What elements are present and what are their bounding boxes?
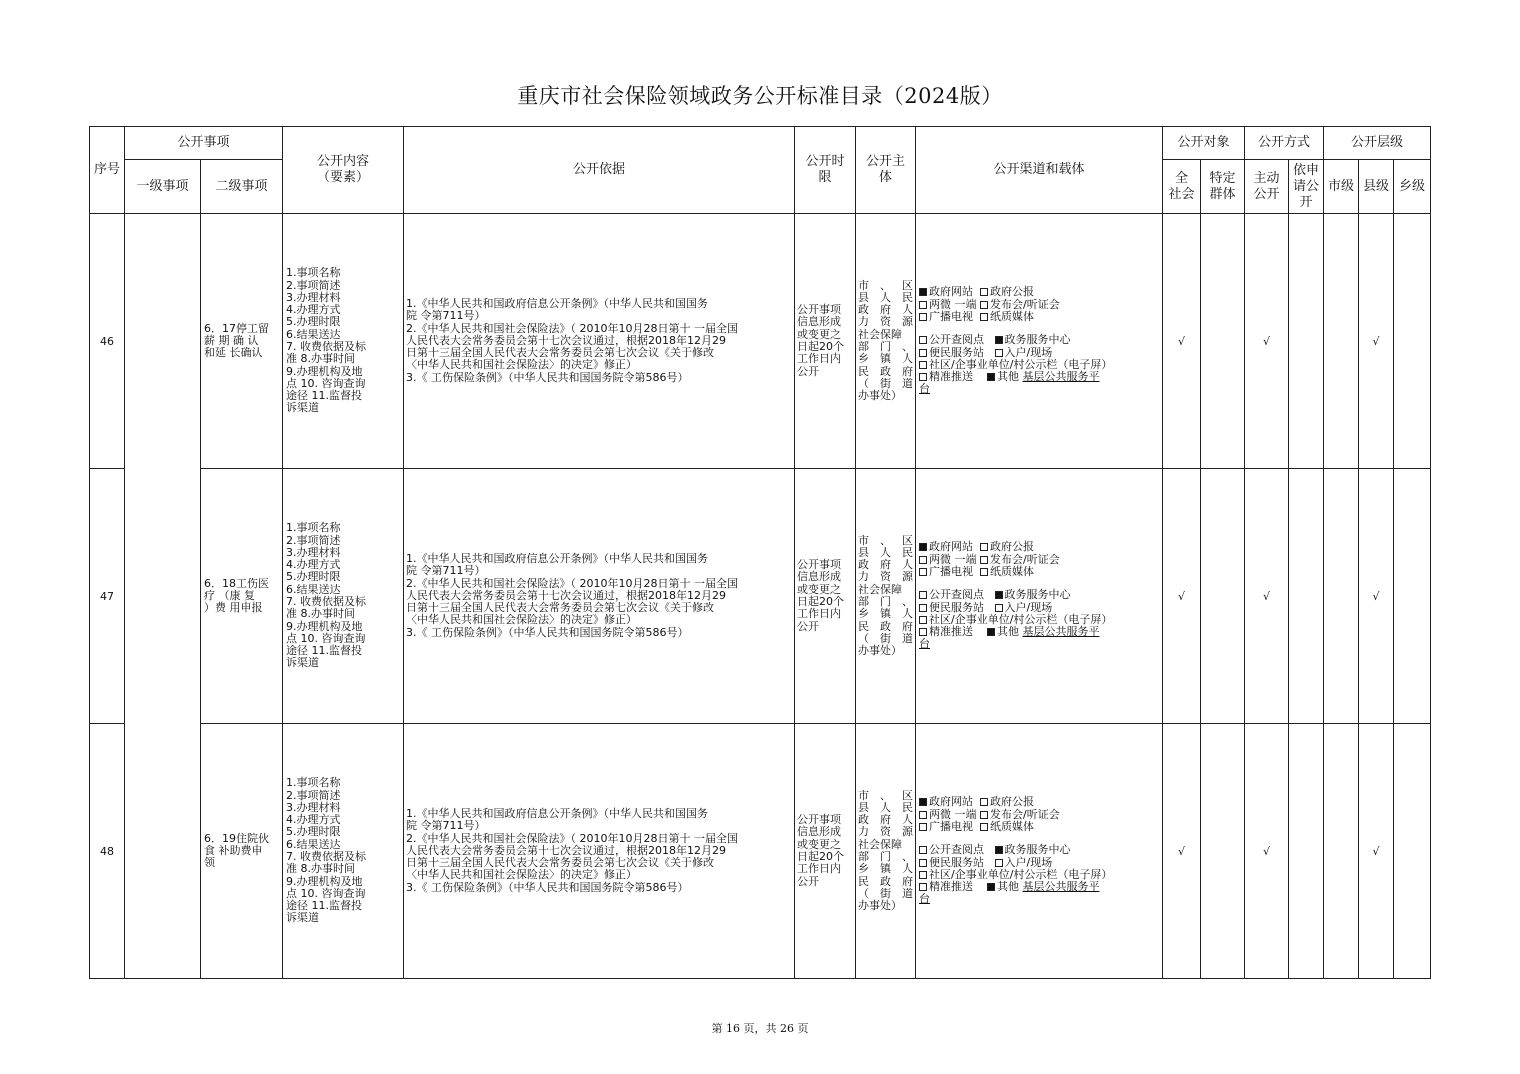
checkbox-checked-icon xyxy=(995,846,1003,854)
channel-other-value-cont: 台 xyxy=(919,637,931,651)
checkbox-checked-icon xyxy=(995,336,1003,344)
checkbox-empty-icon xyxy=(980,823,988,831)
row-level-town xyxy=(1394,469,1431,724)
checkbox-empty-icon xyxy=(995,349,1003,357)
subject-line: 乡 镇 人 xyxy=(858,352,914,366)
channel-press: 发布会/听证会 xyxy=(990,552,1060,566)
row-method-request xyxy=(1289,469,1324,724)
channel-gov-gazette: 政府公报 xyxy=(990,795,1035,809)
checkbox-empty-icon xyxy=(995,859,1003,867)
checkbox-empty-icon xyxy=(980,543,988,551)
subject-line: 县 人 民 xyxy=(858,545,914,559)
catalog-table xyxy=(89,126,1431,979)
subject-line: 乡 镇 人 xyxy=(858,607,914,621)
subject-line: 力 资 源 xyxy=(858,825,914,839)
checkbox-empty-icon xyxy=(919,811,927,819)
subject-line: 市 、 区 xyxy=(858,533,914,547)
checkbox-empty-icon xyxy=(919,591,927,599)
header-subject: 公开主 体 xyxy=(856,127,916,214)
header-target-specific: 特定 群体 xyxy=(1201,160,1245,214)
row-method-request xyxy=(1289,724,1324,979)
subject-line: 市 、 区 xyxy=(858,278,914,292)
channel-household: 入户/现场 xyxy=(1004,855,1053,869)
page-footer: 第 16 页，共 26 页 xyxy=(711,1022,809,1035)
checkbox-empty-icon xyxy=(919,301,927,309)
row-time-limit: 公开事项 信息形成 或变更之 日起20个 工作日内 公开 xyxy=(795,469,856,724)
row-level2-item: 6．17停工留 薪 期 确 认 和延 长确认 xyxy=(201,214,283,469)
table-row xyxy=(90,724,1431,979)
checkbox-empty-icon xyxy=(919,859,927,867)
row-target-specific xyxy=(1201,214,1245,469)
subject-line: 政 府 人 xyxy=(858,303,914,317)
row-subject xyxy=(856,469,916,724)
subject-line: 部 门 、 xyxy=(858,340,914,353)
subject-line: 政 府 人 xyxy=(858,558,914,572)
channel-precise-push: 精准推送 xyxy=(929,625,974,639)
header-basis: 公开依据 xyxy=(404,127,795,214)
row-target-specific xyxy=(1201,724,1245,979)
checkbox-checked-icon xyxy=(995,591,1003,599)
row-level-city xyxy=(1324,469,1359,724)
subject-line: （ 街 道 xyxy=(858,631,914,645)
row-target-all: √ xyxy=(1163,469,1201,724)
channel-other-value: 基层公共服务平 xyxy=(1022,625,1100,639)
row-level-town xyxy=(1394,724,1431,979)
row-level-town xyxy=(1394,214,1431,469)
checkbox-checked-icon xyxy=(987,883,995,891)
row-level2-item: 6．19住院伙 食 补助费申 领 xyxy=(201,724,283,979)
row-basis: 1.《中华人民共和国政府信息公开条例》（中华人民共和国国务 院 令第711号） 2.《中华人民共和国社会保险法》（ 2010年10月28日第十 一届全国 人民代表大会常务委员会第十七次会议通过，根据2018年12月29 日第十三届全国人民代表大会常务委员会第七次会议《关于修改 〈中华人民共和国社会保险法〉的决定》修正） 3.《 工伤保险条例》（中华人民共和国国务院令第586号） xyxy=(404,469,795,724)
channel-community-board: 社区/企事业单位/村公示栏（电子屏） xyxy=(929,357,1113,371)
subject-line: 政 府 人 xyxy=(858,813,914,827)
row-channels xyxy=(916,469,1163,724)
channel-service-station: 便民服务站 xyxy=(929,600,985,614)
header-target-all: 全 社会 xyxy=(1163,160,1201,214)
subject-line: 部 门 、 xyxy=(858,595,914,608)
subject-line: 办事处） xyxy=(858,389,903,403)
row-subject xyxy=(856,724,916,979)
channel-household: 入户/现场 xyxy=(1004,345,1053,359)
channel-gov-website: 政府网站 xyxy=(929,285,974,299)
channel-gov-website: 政府网站 xyxy=(929,540,974,554)
channel-other: 其他 xyxy=(997,370,1020,384)
checkbox-empty-icon xyxy=(919,556,927,564)
subject-line: 民 政 府 xyxy=(858,364,914,378)
row-seq: 46 xyxy=(90,214,125,469)
header-level1: 一级事项 xyxy=(125,160,201,214)
row-level-county: √ xyxy=(1359,724,1394,979)
subject-line: （ 街 道 xyxy=(858,886,914,900)
checkbox-empty-icon xyxy=(919,604,927,612)
header-method-group: 公开方式 xyxy=(1245,127,1324,160)
row-seq: 47 xyxy=(90,469,125,724)
row-elements: 1.事项名称 2.事项简述 3.办理材料 4.办理方式 5.办理时限 6.结果送达 7. 收费依据及标 准 8.办事时间 9.办理机构及地 点 10. 咨询查询 途径 11.监督投 诉渠道 xyxy=(283,469,404,724)
row-method-active: √ xyxy=(1245,724,1289,979)
checkbox-empty-icon xyxy=(980,313,988,321)
checkbox-empty-icon xyxy=(919,823,927,831)
checkbox-empty-icon xyxy=(919,313,927,321)
checkbox-empty-icon xyxy=(919,349,927,357)
row-elements: 1.事项名称 2.事项简述 3.办理材料 4.办理方式 5.办理时限 6.结果送达 7. 收费依据及标 准 8.办事时间 9.办理机构及地 点 10. 咨询查询 途径 11.监督投 诉渠道 xyxy=(283,724,404,979)
channel-other-value-cont: 台 xyxy=(919,892,931,906)
row-time-limit: 公开事项 信息形成 或变更之 日起20个 工作日内 公开 xyxy=(795,724,856,979)
subject-line: 乡 镇 人 xyxy=(858,862,914,876)
checkbox-checked-icon xyxy=(919,288,927,296)
checkbox-empty-icon xyxy=(919,628,927,636)
page-title: 重庆市社会保险领域政务公开标准目录（2024版） xyxy=(517,84,1003,108)
subject-line: 县 人 民 xyxy=(858,800,914,814)
channel-two-micro: 两微 一端 xyxy=(929,552,977,566)
header-item-group: 公开事项 xyxy=(125,127,283,160)
row-level-county: √ xyxy=(1359,214,1394,469)
row-method-active: √ xyxy=(1245,214,1289,469)
subject-line: 县 人 民 xyxy=(858,290,914,304)
channel-community-board: 社区/企事业单位/村公示栏（电子屏） xyxy=(929,867,1113,881)
row-target-specific xyxy=(1201,469,1245,724)
checkbox-empty-icon xyxy=(919,616,927,624)
channel-service-station: 便民服务站 xyxy=(929,345,985,359)
channel-gov-gazette: 政府公报 xyxy=(990,285,1035,299)
header-method-active: 主动 公开 xyxy=(1245,160,1289,214)
row-seq: 48 xyxy=(90,724,125,979)
checkbox-empty-icon xyxy=(919,373,927,381)
row-level1-item xyxy=(125,214,201,979)
checkbox-empty-icon xyxy=(980,288,988,296)
channel-query-point: 公开查阅点 xyxy=(929,333,985,347)
header-channels: 公开渠道和载体 xyxy=(916,127,1163,214)
channel-other: 其他 xyxy=(997,625,1020,639)
channel-paper-media: 纸质媒体 xyxy=(990,819,1035,833)
row-time-limit: 公开事项 信息形成 或变更之 日起20个 工作日内 公开 xyxy=(795,214,856,469)
subject-line: 社会保障 xyxy=(858,582,903,596)
channel-press: 发布会/听证会 xyxy=(990,807,1060,821)
subject-line: 力 资 源 xyxy=(858,570,914,584)
channel-gov-gazette: 政府公报 xyxy=(990,540,1035,554)
channel-paper-media: 纸质媒体 xyxy=(990,564,1035,578)
channel-service-center: 政务服务中心 xyxy=(1004,588,1071,602)
channel-other: 其他 xyxy=(997,880,1020,894)
table-row xyxy=(90,214,1431,469)
checkbox-empty-icon xyxy=(919,361,927,369)
row-level-city xyxy=(1324,214,1359,469)
channel-community-board: 社区/企事业单位/村公示栏（电子屏） xyxy=(929,612,1113,626)
subject-line: 社会保障 xyxy=(858,837,903,851)
checkbox-empty-icon xyxy=(995,604,1003,612)
row-channels xyxy=(916,724,1163,979)
checkbox-empty-icon xyxy=(980,301,988,309)
header-level2: 二级事项 xyxy=(201,160,283,214)
row-elements: 1.事项名称 2.事项简述 3.办理材料 4.办理方式 5.办理时限 6.结果送达 7. 收费依据及标 准 8.办事时间 9.办理机构及地 点 10. 咨询查询 途径 11.监督投 诉渠道 xyxy=(283,214,404,469)
checkbox-empty-icon xyxy=(980,556,988,564)
channel-other-value: 基层公共服务平 xyxy=(1022,880,1100,894)
subject-line: 办事处） xyxy=(858,644,903,658)
header-target-group: 公开对象 xyxy=(1163,127,1245,160)
channel-precise-push: 精准推送 xyxy=(929,880,974,894)
channel-service-center: 政务服务中心 xyxy=(1004,843,1071,857)
checkbox-checked-icon xyxy=(987,373,995,381)
row-level2-item: 6．18工伤医 疗 （康 复 ）费 用申报 xyxy=(201,469,283,724)
row-subject xyxy=(856,214,916,469)
channel-precise-push: 精准推送 xyxy=(929,370,974,384)
checkbox-empty-icon xyxy=(980,811,988,819)
checkbox-empty-icon xyxy=(980,798,988,806)
subject-line: 民 政 府 xyxy=(858,619,914,633)
header-seq: 序号 xyxy=(90,127,125,214)
header-method-request: 依申 请公 开 xyxy=(1289,160,1324,214)
channel-other-value-cont: 台 xyxy=(919,382,931,396)
header-time-limit: 公开时 限 xyxy=(795,127,856,214)
header-level-group: 公开层级 xyxy=(1324,127,1431,160)
channel-service-station: 便民服务站 xyxy=(929,855,985,869)
channel-radio-tv: 广播电视 xyxy=(929,564,974,578)
subject-line: 市 、 区 xyxy=(858,788,914,802)
checkbox-empty-icon xyxy=(919,846,927,854)
row-target-all: √ xyxy=(1163,214,1201,469)
header-level-county: 县级 xyxy=(1359,160,1394,214)
subject-line: （ 街 道 xyxy=(858,376,914,390)
table-row xyxy=(90,469,1431,724)
checkbox-empty-icon xyxy=(919,871,927,879)
header-content: 公开内容 （要素） xyxy=(283,127,404,214)
header-level-town: 乡级 xyxy=(1394,160,1431,214)
channel-radio-tv: 广播电视 xyxy=(929,309,974,323)
channel-query-point: 公开查阅点 xyxy=(929,843,985,857)
row-basis: 1.《中华人民共和国政府信息公开条例》（中华人民共和国国务 院 令第711号） 2.《中华人民共和国社会保险法》（ 2010年10月28日第十 一届全国 人民代表大会常务委员会第十七次会议通过，根据2018年12月29 日第十三届全国人民代表大会常务委员会第七次会议《关于修改 〈中华人民共和国社会保险法〉的决定》修正） 3.《 工伤保险条例》（中华人民共和国国务院令第586号） xyxy=(404,724,795,979)
subject-line: 办事处） xyxy=(858,899,903,913)
subject-line: 部 门 、 xyxy=(858,850,914,863)
checkbox-empty-icon xyxy=(919,568,927,576)
subject-line: 民 政 府 xyxy=(858,874,914,888)
checkbox-checked-icon xyxy=(919,798,927,806)
checkbox-empty-icon xyxy=(919,336,927,344)
channel-two-micro: 两微 一端 xyxy=(929,807,977,821)
row-target-all: √ xyxy=(1163,724,1201,979)
channel-paper-media: 纸质媒体 xyxy=(990,309,1035,323)
subject-line: 社会保障 xyxy=(858,327,903,341)
channel-two-micro: 两微 一端 xyxy=(929,297,977,311)
checkbox-empty-icon xyxy=(980,568,988,576)
header-level-city: 市级 xyxy=(1324,160,1359,214)
row-level-county: √ xyxy=(1359,469,1394,724)
row-channels xyxy=(916,214,1163,469)
channel-radio-tv: 广播电视 xyxy=(929,819,974,833)
checkbox-empty-icon xyxy=(919,883,927,891)
channel-other-value: 基层公共服务平 xyxy=(1022,370,1100,384)
channel-household: 入户/现场 xyxy=(1004,600,1053,614)
channel-query-point: 公开查阅点 xyxy=(929,588,985,602)
checkbox-checked-icon xyxy=(987,628,995,636)
channel-gov-website: 政府网站 xyxy=(929,795,974,809)
row-level-city xyxy=(1324,724,1359,979)
channel-press: 发布会/听证会 xyxy=(990,297,1060,311)
row-method-request xyxy=(1289,214,1324,469)
channel-service-center: 政务服务中心 xyxy=(1004,333,1071,347)
row-basis: 1.《中华人民共和国政府信息公开条例》（中华人民共和国国务 院 令第711号） 2.《中华人民共和国社会保险法》（ 2010年10月28日第十 一届全国 人民代表大会常务委员会第十七次会议通过，根据2018年12月29 日第十三届全国人民代表大会常务委员会第七次会议《关于修改 〈中华人民共和国社会保险法〉的决定》修正） 3.《 工伤保险条例》（中华人民共和国国务院令第586号） xyxy=(404,214,795,469)
checkbox-checked-icon xyxy=(919,543,927,551)
row-method-active: √ xyxy=(1245,469,1289,724)
subject-line: 力 资 源 xyxy=(858,315,914,329)
